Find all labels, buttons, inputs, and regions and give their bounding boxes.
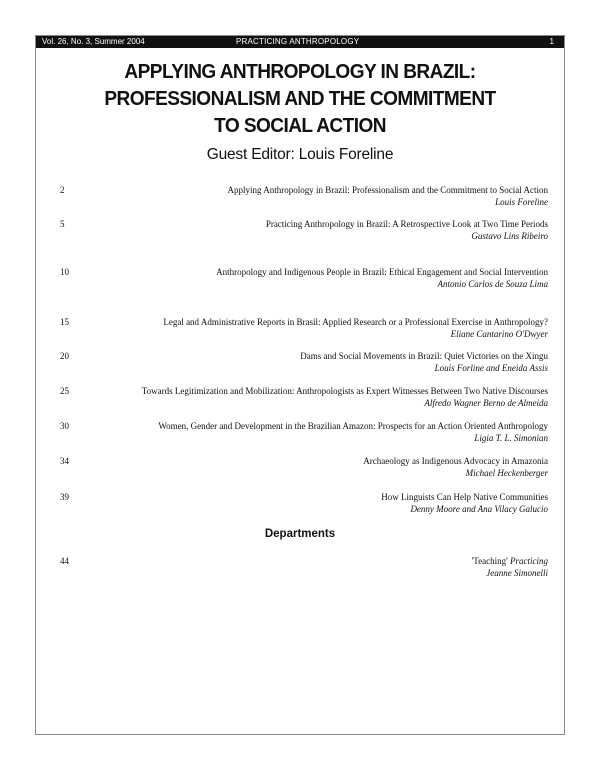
toc-author: Louis Foreline <box>495 197 548 207</box>
guest-editor: Guest Editor: Louis Foreline <box>206 146 394 163</box>
toc-page: 20 <box>60 351 69 361</box>
toc-page: 15 <box>60 317 69 327</box>
department-entry[interactable] <box>36 556 564 586</box>
issue-title-line-2: PROFESSIONALISM AND THE COMMITMENT <box>104 87 496 110</box>
toc-page: 10 <box>60 267 69 277</box>
toc-title: How Linguists Can Help Native Communities <box>381 492 548 502</box>
toc-page: 44 <box>60 556 69 566</box>
toc-title: Anthropology and Indigenous People in Brazil: Ethical Engagement and Social Intervention <box>216 267 548 277</box>
toc-author: Michael Heckenberger <box>465 468 548 478</box>
issue-title-line-3: TO SOCIAL ACTION <box>214 114 386 137</box>
toc-entry[interactable] <box>36 185 564 215</box>
toc-author: Gustavo Lins Ribeiro <box>471 231 548 241</box>
toc-entry[interactable] <box>36 386 564 416</box>
volume-info: Vol. 26, No. 3, Summer 2004 <box>42 37 145 46</box>
toc-page: 25 <box>60 386 69 396</box>
toc-title-quoted: 'Teaching' <box>471 556 508 566</box>
issue-title-line-1: APPLYING ANTHROPOLOGY IN BRAZIL: <box>124 60 476 83</box>
toc-page: 34 <box>60 456 69 466</box>
toc-author: Antonio Carlos de Souza Lima <box>437 279 548 289</box>
toc-title-italic: Practicing <box>510 556 548 566</box>
toc-title: Towards Legitimization and Mobilization: Anthropologists as Expert Witnesses Between Two Native Discourses <box>141 386 548 396</box>
toc-title <box>472 556 548 567</box>
toc-title: Legal and Administrative Reports in Brasil: Applied Research or a Professional Exercise in Anthropology? <box>163 317 548 327</box>
toc-entry[interactable] <box>36 267 564 297</box>
toc-page: 5 <box>60 219 65 229</box>
toc-title: Dams and Social Movements in Brazil: Quiet Victories on the Xingu <box>300 351 548 361</box>
toc-entry[interactable] <box>36 456 564 486</box>
toc-entry[interactable] <box>36 351 564 381</box>
toc-entry[interactable] <box>36 421 564 451</box>
toc-title: Archaeology as Indigenous Advocacy in Amazonia <box>363 456 548 466</box>
departments-heading: Departments <box>264 528 336 540</box>
toc-author: Eliane Cantarino O'Dwyer <box>450 329 548 339</box>
running-header <box>36 36 564 48</box>
toc-author: Jeanne Simonelli <box>486 568 548 578</box>
toc-author: Denny Moore and Ana Vilacy Galucio <box>410 504 548 514</box>
toc-title: Practicing Anthropology in Brazil: A Retrospective Look at Two Time Periods <box>265 219 548 229</box>
toc-entry[interactable] <box>36 317 564 347</box>
toc-page: 30 <box>60 421 69 431</box>
toc-author: Ligia T. L. Simonian <box>474 433 548 443</box>
toc-author: Louis Forline and Eneida Assis <box>434 363 548 373</box>
toc-title: Women, Gender and Development in the Brazilian Amazon: Prospects for an Action Oriented Anthropology <box>158 421 548 431</box>
toc-title: Applying Anthropology in Brazil: Professionalism and the Commitment to Social Action <box>227 185 548 195</box>
toc-page: 2 <box>60 185 65 195</box>
toc-entry[interactable] <box>36 219 564 249</box>
page-number: 1 <box>549 37 554 46</box>
journal-page <box>35 35 565 735</box>
toc-entry[interactable] <box>36 492 564 522</box>
toc-author: Alfredo Wagner Berno de Almeida <box>424 398 548 408</box>
toc-page: 39 <box>60 492 69 502</box>
journal-name: PRACTICING ANTHROPOLOGY <box>236 37 360 46</box>
issue-title <box>54 58 545 139</box>
